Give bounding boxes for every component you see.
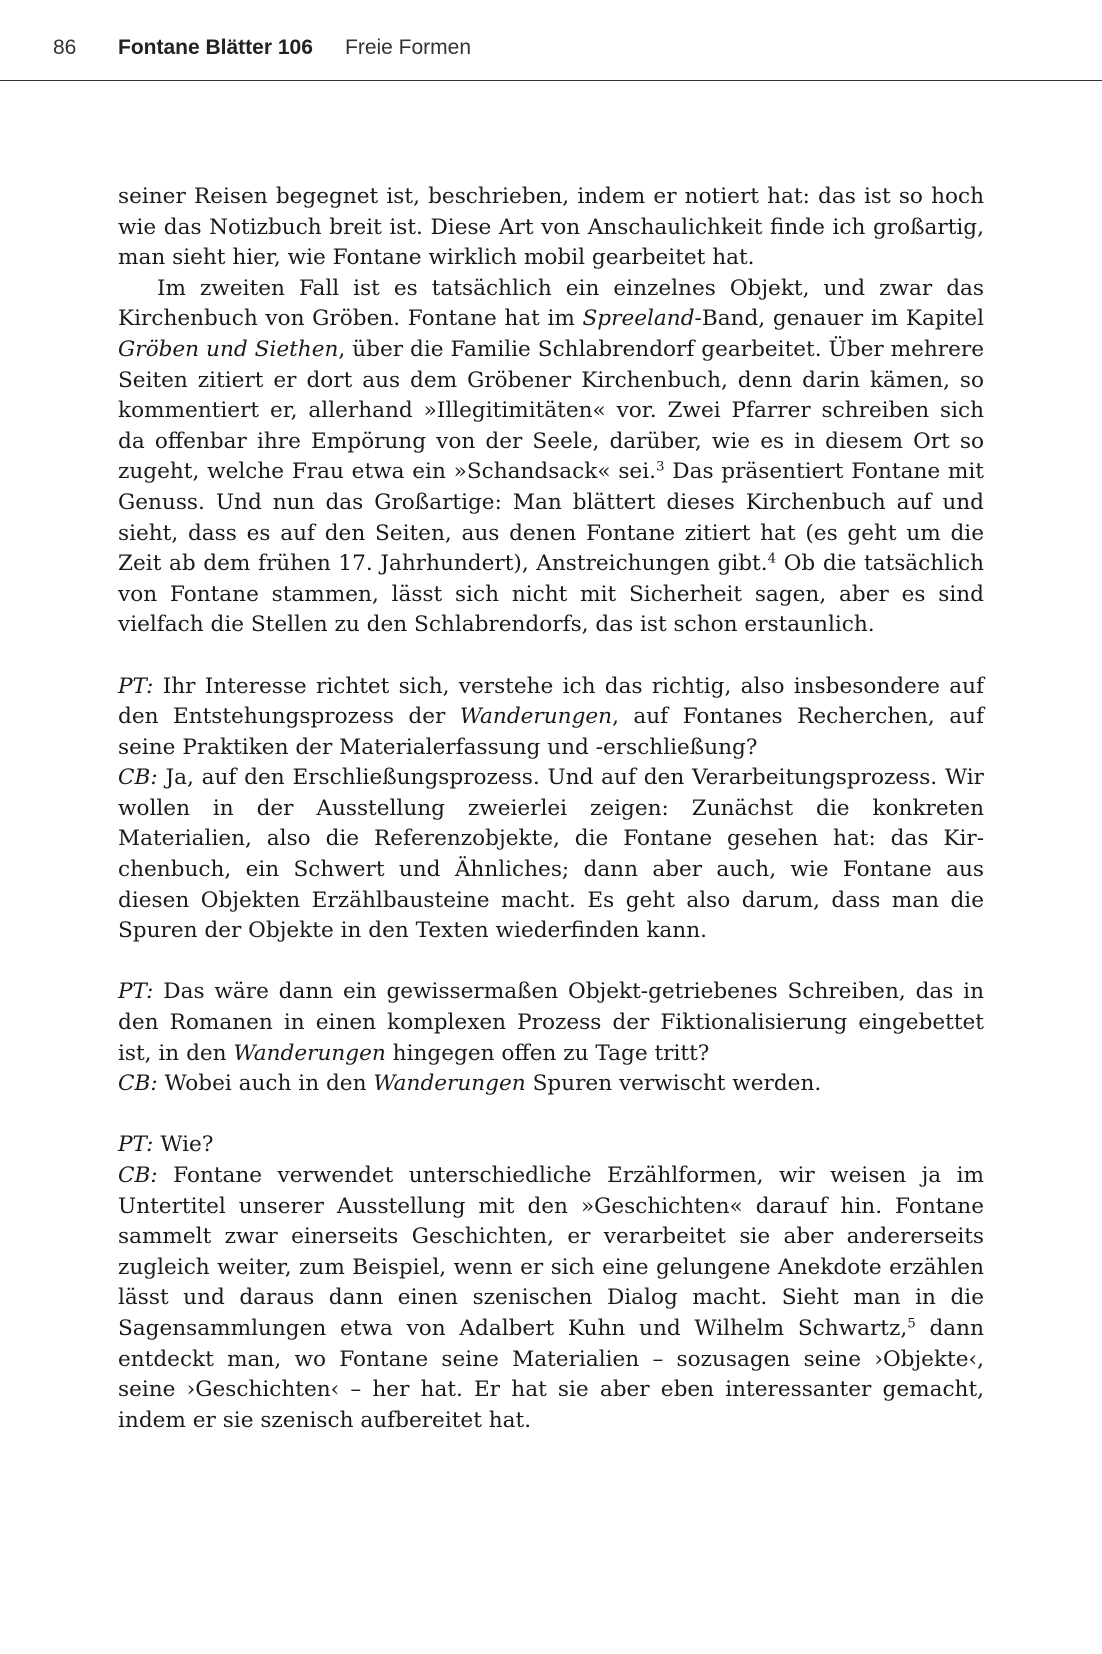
paragraph: Im zweiten Fall ist es tatsächlich ein einzelnes Objekt, und zwar das Kirchenbuch von Gröben. Fontane hat im Spreeland-Band, genauer im Kapitel Gröben und Siethen, über die Familie Schlabrendorf gearbeitet. Über mehrere Seiten zitiert er dort aus dem Gröbener Kirchenbuch, denn darin kämen, so kommentiert er, allerhand »Illegitimitäten« vor. Zwei Pfarrer schreiben sich da offenbar ihre Empörung von der Seele, darüber, wie es in diesem Ort so zugeht, welche Frau etwa ein »Schandsack« sei.$^3$ Das präsentiert Fontane mit Genuss. Und nun das Großartige: Man blättert dieses Kirchenbuch auf und sieht, dass es auf den Seiten, aus denen Fontane zitiert hat (es geht um die Zeit ab dem frühen 17. Jahrhundert), Anstreichungen gibt.$^4$ Ob die tatsächlich von Fontane stammen, lässt sich nicht mit Sicherheit sagen, aber es sind vielfach die Stellen zu den Schlabrendorfs, das ist schon erstaunlich. [118, 275, 984, 638]
interview-question: PT: Wie? [118, 1132, 214, 1158]
speaker-label: CB: [118, 1071, 158, 1097]
interview-answer: CB: Ja, auf den Erschließungsprozess. Und auf den Verarbeitungsprozess. Wir wollen in der Ausstellung zweierlei zeigen: Zunächst die konkreten Materialien, also die Referenzobjekte, die Fontane gesehen hat: das Kirchenbuch, ein Schwert und Ähnliches; dann aber auch, wie Fontane aus diesen Objekten Erzählbausteine macht. Es geht also darum, dass man die Spuren der Objekte in den Texten wiederfinden kann. [118, 765, 984, 944]
speaker-label: CB: [118, 765, 158, 791]
interview-question: PT: Ihr Interesse richtet sich, verstehe ich das richtig, also insbesondere auf den Entstehungsprozess der Wanderungen, auf Fontanes Recherchen, auf seine Praktiken der Materialerfassung und -erschließung? [118, 673, 984, 760]
page-header [0, 0, 1102, 81]
paragraph: seiner Reisen begegnet ist, beschrieben, indem er notiert hat: das ist so hoch wie das Notizbuch breit ist. Diese Art von Anschaulichkeit finde ich großartig, man sieht hier, wie Fontane wirklich mobil gearbeitet hat. [118, 184, 984, 271]
article-body [118, 182, 984, 1436]
footnote-marker: 4 [767, 551, 777, 567]
speaker-label: PT: [118, 979, 154, 1005]
speaker-label: CB: [118, 1163, 158, 1188]
speaker-label: PT: [118, 673, 154, 699]
page-number: 86 [53, 36, 77, 59]
interview-answer: CB: Wobei auch in den Wanderungen Spuren verwischt werden. [118, 1071, 822, 1097]
interview-answer: CB: Fontane verwendet unterschiedliche Erzählformen, wir weisen ja im Untertitel unserer Ausstellung mit den »Geschichten« darauf hin. Fontane sammelt zwar einerseits Geschichten, er verarbeitet sie aber andererseits zugleich weiter, zum Beispiel, wenn er sich eine gelungene Anekdote erzählen lässt und daraus dann einen szenischen Dialog macht. Sieht man in die Sagensammlungen etwa von Adalbert Kuhn und Wilhelm Schwartz,$^5$ dann entdeckt man, wo Fontane seine Materialien – sozusagen seine ›Objekte‹, seine ›Geschichten‹ – her hat. Er hat sie aber eben interessanter gemacht, indem er sie szenisch aufbereitet hat. [118, 1163, 984, 1433]
section-title: Freie Formen [345, 36, 472, 59]
speaker-label: PT: [118, 1132, 154, 1158]
interview-question: PT: Das wäre dann ein gewissermaßen Objekt-getriebenes Schreiben, das in den Romanen in einen komplexen Prozess der Fiktionalisierung eingebettet ist, in den Wanderungen hingegen offen zu Tage tritt? [118, 979, 984, 1066]
footnote-marker: 5 [907, 1316, 916, 1332]
journal-title: Fontane Blätter 106 [118, 36, 313, 59]
footnote-marker: 3 [655, 459, 665, 475]
